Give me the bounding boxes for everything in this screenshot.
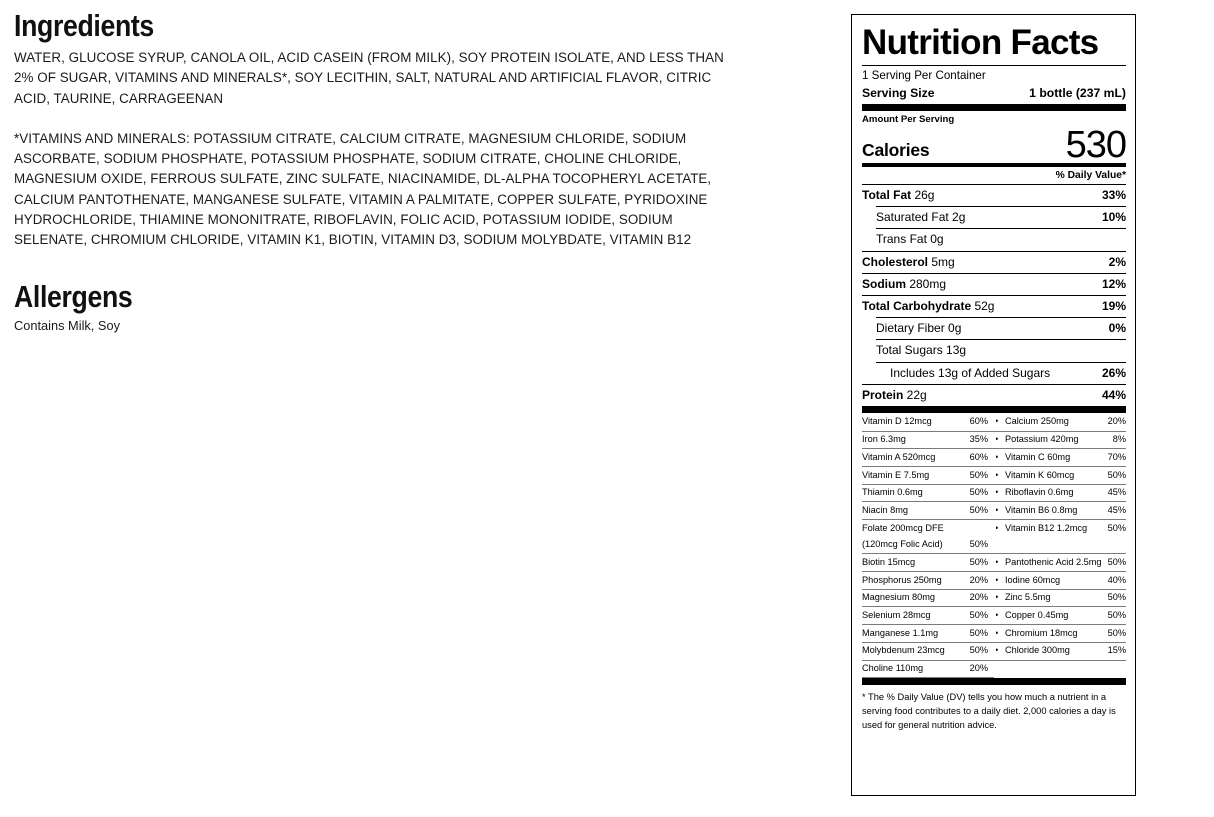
vitamin-cell-left bbox=[862, 416, 994, 428]
vitamin-daily-value: 50% bbox=[1107, 469, 1126, 480]
vitamin-name: • Pantothenic Acid 2.5mg bbox=[996, 557, 1102, 569]
rule-above-amount-per-serving bbox=[862, 104, 1126, 111]
nutrient-daily-value: 10% bbox=[1101, 210, 1126, 225]
vitamin-name: Vitamin E 7.5mg bbox=[862, 469, 930, 480]
vitamin-name: Manganese 1.1mg bbox=[862, 627, 939, 638]
vitamin-name: • Chloride 300mg bbox=[996, 645, 1070, 657]
calories-value: 530 bbox=[1065, 124, 1126, 166]
serving-size-label: Serving Size bbox=[862, 86, 935, 100]
serving-size-row bbox=[862, 84, 1126, 104]
vitamin-cell-left bbox=[862, 487, 994, 499]
rule-above-footnote bbox=[862, 678, 1126, 685]
vitamin-name: Folate 200mcg DFE bbox=[862, 522, 944, 533]
vitamin-cell-left bbox=[862, 575, 994, 587]
paragraph-spacer bbox=[14, 109, 744, 129]
vitamins-minerals-grid bbox=[862, 413, 1126, 678]
vitamin-daily-value: 50% bbox=[969, 610, 988, 621]
vitamin-daily-value: 8% bbox=[1112, 434, 1126, 445]
vitamin-row bbox=[862, 554, 1126, 571]
vitamin-daily-value: 50% bbox=[969, 487, 988, 498]
serving-size-value: 1 bottle (237 mL) bbox=[1029, 86, 1126, 100]
vitamin-daily-value: 45% bbox=[1107, 487, 1126, 498]
ingredients-heading: Ingredients bbox=[14, 8, 154, 43]
nutrition-facts-title: Nutrition Facts bbox=[862, 23, 1099, 62]
servings-per-container: 1 Serving Per Container bbox=[862, 69, 986, 82]
vitamin-name: Vitamin A 520mcg bbox=[862, 451, 936, 462]
nutrient-row bbox=[862, 318, 1126, 339]
vitamin-row bbox=[862, 449, 1126, 466]
vitamin-row bbox=[862, 625, 1126, 642]
vitamin-cell-right bbox=[994, 505, 1126, 517]
nutrient-list bbox=[862, 185, 1126, 406]
vitamin-row bbox=[862, 485, 1126, 502]
nutrient-daily-value: 33% bbox=[1101, 188, 1126, 203]
nutrient-row bbox=[862, 363, 1126, 384]
vitamin-cell-left bbox=[862, 470, 994, 482]
vitamin-cell-left bbox=[862, 663, 994, 675]
vitamin-daily-value: 50% bbox=[969, 556, 988, 567]
vitamin-daily-value: 50% bbox=[969, 645, 988, 656]
nutrient-daily-value: 44% bbox=[1101, 387, 1126, 402]
vitamin-cell-left bbox=[862, 539, 994, 551]
nutrient-row bbox=[862, 229, 1126, 250]
nutrient-name: Protein 22g bbox=[862, 387, 927, 402]
ingredients-paragraph-primary: WATER, GLUCOSE SYRUP, CANOLA OIL, ACID CASEIN (FROM MILK), SOY PROTEIN ISOLATE, AND LESS THAN 2% OF SUGAR, VITAMINS AND MINERALS*, SOY LECITHIN, SALT, NATURAL AND ARTIFICIAL FLAVOR, CITRIC ACID, TAURINE, CARRAGEENAN bbox=[14, 50, 724, 106]
vitamin-cell-right bbox=[994, 452, 1126, 464]
vitamin-row bbox=[862, 467, 1126, 484]
vitamin-cell-left bbox=[862, 523, 994, 535]
vitamin-cell-right bbox=[994, 557, 1126, 569]
vitamin-cell-right bbox=[994, 645, 1126, 657]
vitamin-cell-left bbox=[862, 557, 994, 569]
vitamin-daily-value: 60% bbox=[969, 451, 988, 462]
vitamin-cell-right bbox=[994, 523, 1126, 535]
vitamin-cell-left bbox=[862, 628, 994, 640]
vitamin-name: • Vitamin B6 0.8mg bbox=[996, 505, 1077, 517]
vitamin-name: (120mcg Folic Acid) bbox=[862, 539, 943, 550]
vitamin-cell-right bbox=[994, 434, 1126, 446]
vitamin-cell-left bbox=[862, 434, 994, 446]
vitamin-name: • Iodine 60mcg bbox=[996, 575, 1060, 587]
vitamin-name: • Calcium 250mg bbox=[996, 416, 1069, 428]
daily-value-header: % Daily Value* bbox=[1055, 170, 1126, 181]
vitamin-daily-value: 20% bbox=[969, 574, 988, 585]
vitamin-daily-value: 50% bbox=[969, 469, 988, 480]
nutrient-name: Total Sugars 13g bbox=[876, 343, 967, 358]
nutrient-daily-value: 12% bbox=[1101, 276, 1126, 291]
vitamin-cell-right bbox=[994, 628, 1126, 640]
vitamin-name: • Vitamin C 60mg bbox=[996, 452, 1070, 464]
nutrient-row bbox=[862, 274, 1126, 295]
vitamin-name: • Chromium 18mcg bbox=[996, 628, 1078, 640]
vitamin-cell-left bbox=[862, 505, 994, 517]
nutrient-row bbox=[862, 340, 1126, 361]
vitamin-daily-value: 50% bbox=[969, 539, 988, 550]
vitamin-row bbox=[862, 590, 1126, 607]
vitamin-cell-left bbox=[862, 610, 994, 622]
vitamin-cell-right bbox=[994, 416, 1126, 428]
vitamin-cell-left bbox=[862, 452, 994, 464]
nutrient-name: Dietary Fiber 0g bbox=[876, 321, 962, 336]
vitamin-name: • Potassium 420mg bbox=[996, 434, 1079, 446]
vitamin-name: • Vitamin K 60mcg bbox=[996, 470, 1074, 482]
nutrient-daily-value: 19% bbox=[1101, 299, 1126, 314]
nutrient-name: Trans Fat 0g bbox=[876, 232, 944, 247]
vitamin-name: Choline 110mg bbox=[862, 663, 924, 674]
vitamin-cell-right bbox=[994, 470, 1126, 482]
vitamin-name: • Copper 0.45mg bbox=[996, 610, 1068, 622]
nutrient-name: Cholesterol 5mg bbox=[862, 254, 955, 269]
vitamin-daily-value: 50% bbox=[1107, 592, 1126, 603]
vitamin-cell-left bbox=[862, 645, 994, 657]
nutrient-daily-value: 0% bbox=[1108, 321, 1126, 336]
vitamin-daily-value: 20% bbox=[969, 592, 988, 603]
nutrient-name: Saturated Fat 2g bbox=[876, 210, 966, 225]
vitamin-daily-value: 50% bbox=[969, 504, 988, 515]
vitamin-daily-value: 45% bbox=[1107, 504, 1126, 515]
vitamin-name: • Vitamin B12 1.2mcg bbox=[996, 523, 1087, 535]
vitamin-name: Vitamin D 12mcg bbox=[862, 416, 932, 427]
nutrient-row bbox=[862, 385, 1126, 406]
vitamin-daily-value: 50% bbox=[1107, 627, 1126, 638]
nutrient-name: Includes 13g of Added Sugars bbox=[890, 365, 1051, 380]
vitamin-row bbox=[862, 643, 1126, 660]
amount-per-serving-label: Amount Per Serving bbox=[862, 114, 955, 125]
vitamin-name: Phosphorus 250mg bbox=[862, 574, 942, 585]
allergens-section bbox=[14, 279, 744, 335]
vitamin-daily-value: 50% bbox=[969, 627, 988, 638]
vitamin-name: • Zinc 5.5mg bbox=[996, 592, 1050, 604]
nutrient-name: Total Carbohydrate 52g bbox=[862, 299, 995, 314]
nutrient-name: Total Fat 26g bbox=[862, 188, 935, 203]
nutrient-daily-value: 26% bbox=[1101, 365, 1126, 380]
vitamin-daily-value: 50% bbox=[1107, 610, 1126, 621]
vitamin-daily-value: 50% bbox=[1107, 522, 1126, 533]
vitamin-daily-value: 20% bbox=[1107, 416, 1126, 427]
vitamin-row bbox=[862, 572, 1126, 589]
nutrient-row bbox=[862, 252, 1126, 273]
allergens-heading: Allergens bbox=[14, 278, 133, 314]
vitamin-name: Magnesium 80mg bbox=[862, 592, 936, 603]
vitamin-row bbox=[862, 502, 1126, 519]
nutrition-facts-panel bbox=[851, 14, 1136, 796]
vitamin-row bbox=[862, 537, 1126, 554]
allergens-text: Contains Milk, Soy bbox=[14, 317, 120, 333]
vitamin-name: Thiamin 0.6mg bbox=[862, 487, 923, 498]
vitamin-name: Iron 6.3mg bbox=[862, 434, 906, 445]
ingredients-paragraph-vitamins-minerals: *VITAMINS AND MINERALS: POTASSIUM CITRATE, CALCIUM CITRATE, MAGNESIUM CHLORIDE, SODIUM ASCORBATE, SODIUM PHOSPHATE, POTASSIUM PHOSPHATE, SODIUM CITRATE, CHOLINE CHLORIDE, MAGNESIUM OXIDE, FERROUS SULFATE, ZINC SULFATE, NIACINAMIDE, DL-ALPHA TOCOPHERYL ACETATE, CALCIUM PANTOTHENATE, MANGANESE SULFATE, VITAMIN A PALMITATE, COPPER SULFATE, PYRIDOXINE HYDROCHLORIDE, THIAMINE MONONITRATE, RIBOFLAVIN, FOLIC ACID, POTASSIUM IODIDE, SODIUM SELENATE, CHROMIUM CHLORIDE, VITAMIN K1, BIOTIN, VITAMIN D3, SODIUM MOLYBDATE, VITAMIN B12 bbox=[14, 130, 712, 248]
ingredients-allergens-column bbox=[14, 8, 744, 335]
vitamin-daily-value: 35% bbox=[969, 434, 988, 445]
vitamin-cell-right bbox=[994, 575, 1126, 587]
vitamin-cell-right bbox=[994, 592, 1126, 604]
vitamin-name: Selenium 28mcg bbox=[862, 610, 931, 621]
nutrient-row bbox=[862, 185, 1126, 206]
calories-label: Calories bbox=[862, 140, 930, 160]
vitamin-row bbox=[862, 432, 1126, 449]
nutrient-row bbox=[862, 296, 1126, 317]
daily-value-footnote: * The % Daily Value (DV) tells you how much a nutrient in a serving food contributes to a daily diet. 2,000 calories a day is used for general nutrition advice. bbox=[862, 692, 1116, 731]
vitamin-daily-value: 40% bbox=[1107, 574, 1126, 585]
vitamin-row bbox=[862, 520, 1126, 537]
vitamin-daily-value: 60% bbox=[969, 416, 988, 427]
vitamin-name: Molybdenum 23mcg bbox=[862, 645, 945, 656]
vitamin-daily-value: 15% bbox=[1107, 645, 1126, 656]
vitamin-cell-right bbox=[994, 487, 1126, 499]
vitamin-name: • Riboflavin 0.6mg bbox=[996, 487, 1073, 499]
vitamin-row bbox=[862, 607, 1126, 624]
vitamin-row bbox=[862, 414, 1126, 431]
vitamin-name: Biotin 15mcg bbox=[862, 556, 916, 567]
nutrient-row bbox=[862, 207, 1126, 228]
vitamin-daily-value: 70% bbox=[1107, 451, 1126, 462]
nutrient-name: Sodium 280mg bbox=[862, 276, 947, 291]
vitamin-daily-value: 20% bbox=[969, 663, 988, 674]
vitamin-daily-value: 50% bbox=[1107, 556, 1126, 567]
vitamin-name: Niacin 8mg bbox=[862, 504, 908, 515]
vitamin-row bbox=[862, 661, 1126, 678]
vitamin-cell-left bbox=[862, 592, 994, 604]
calories-row bbox=[862, 124, 1126, 166]
vitamin-cell-right bbox=[994, 610, 1126, 622]
nutrient-daily-value: 2% bbox=[1108, 254, 1126, 269]
rule-under-protein bbox=[862, 406, 1126, 413]
